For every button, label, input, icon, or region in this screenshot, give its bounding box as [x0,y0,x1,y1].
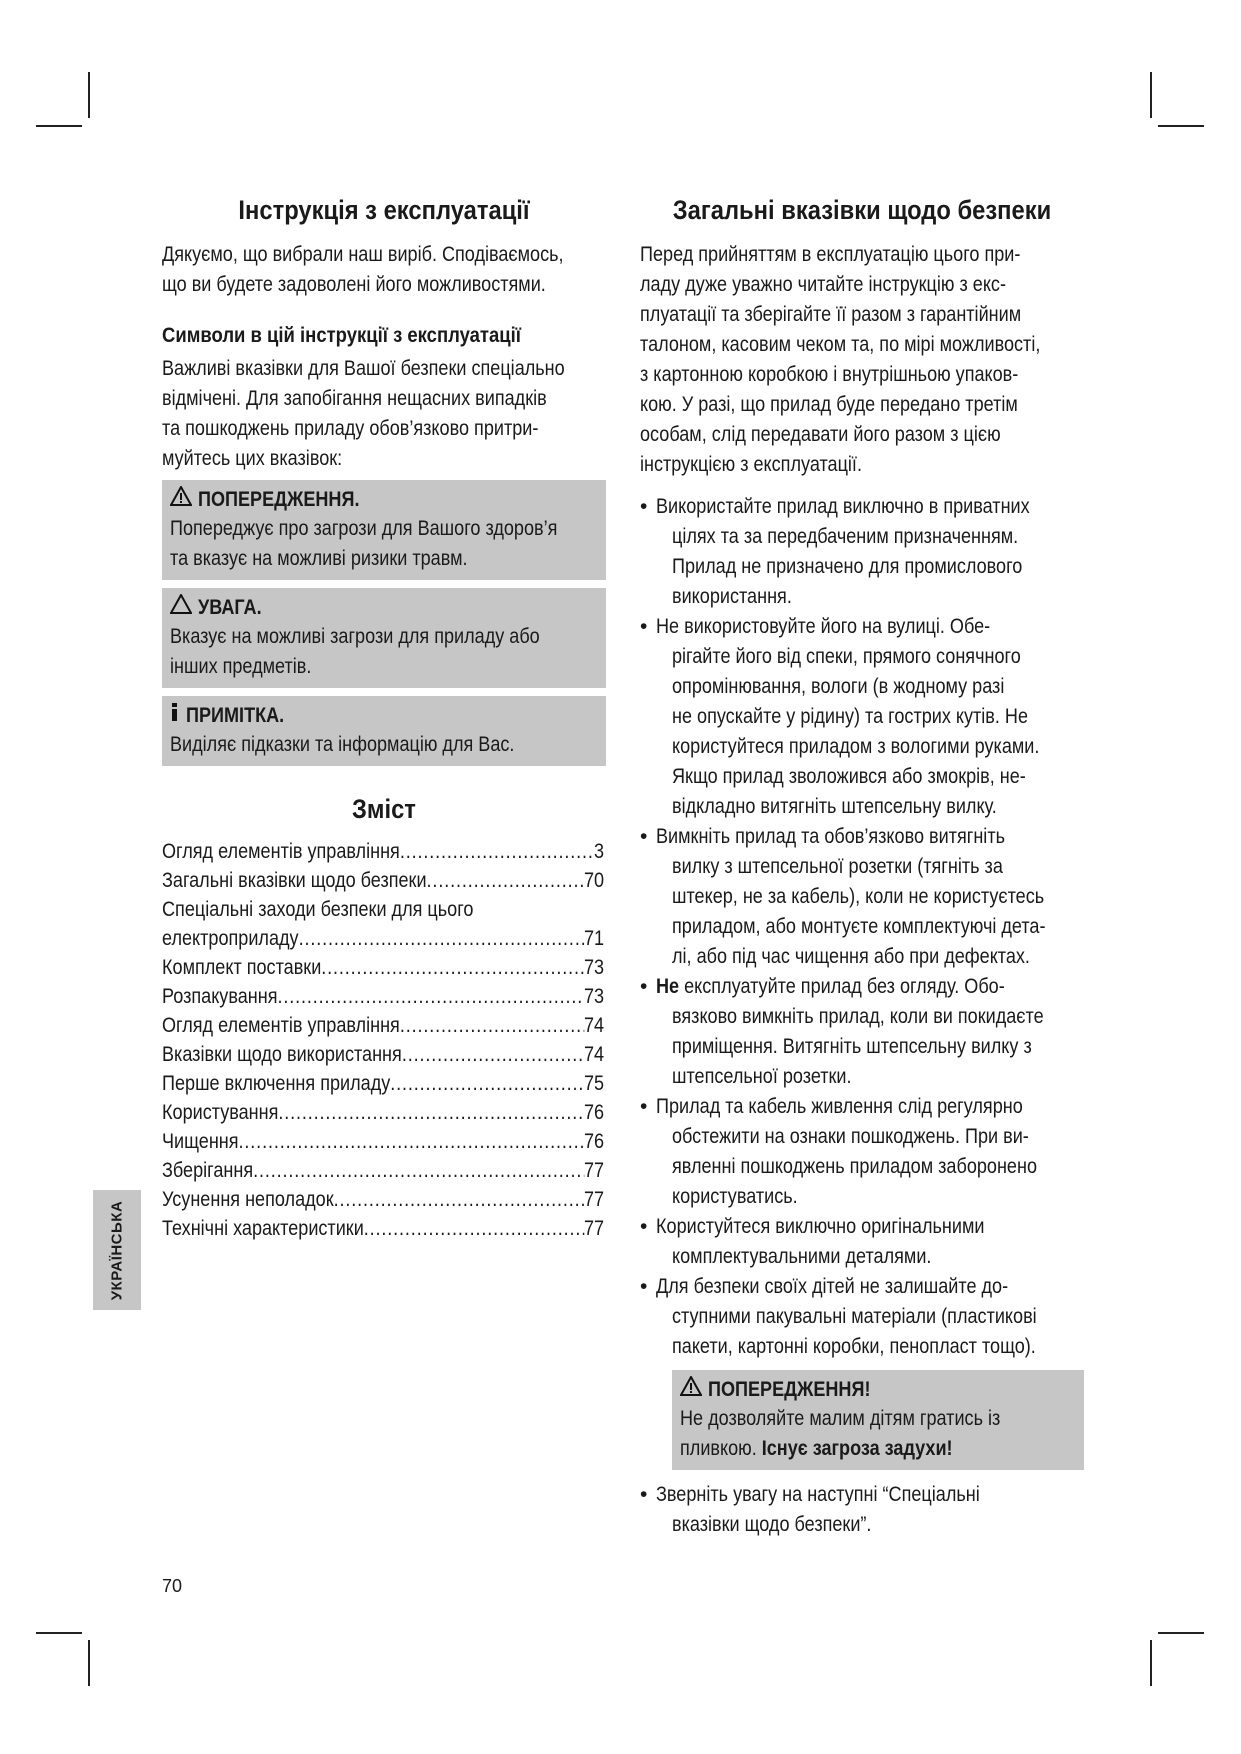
warning-text: Попереджує про загрози для Вашого здоров’я [170,517,558,540]
safety-bullet: • Не експлуатуйте прилад без огляду. Обо- вязково вимкніть прилад, коли ви покидаєте приміщення. Витягніть штепсельну вилку з штепсельної розетки. [640,972,1084,1092]
caution-box [162,588,606,688]
crop-mark [36,1632,82,1634]
language-tab: УКРАЇНСЬКА [93,1190,141,1310]
crop-mark [88,72,90,118]
toc-item[interactable]: Чищення ..... 76 [162,1127,604,1156]
safety-bullet: • Користуйтеся виключно оригінальними комплектувальними деталями. [640,1212,1084,1272]
symbols-text: Важливі вказівки для Вашої безпеки спеціально відмічені. Для запобігання нещасних випадків та пошкоджень приладу обов’язково притри- муйтесь цих вказівок: [162,357,565,470]
toc-title: Зміст [352,794,416,824]
caution-text: інших предметів. [170,655,312,678]
crop-mark [1150,1640,1152,1686]
caution-text: Вказує на можливі загрози для приладу або [170,625,540,648]
safety-bullet: • Зверніть увагу на наступні “Спеціальні вказівки щодо безпеки”. [640,1480,1084,1540]
crop-mark [1158,125,1204,127]
child-warning-box [672,1370,1084,1470]
left-column [162,195,606,1243]
warning-box [162,480,606,580]
safety-bullet: • Не використовуйте його на вулиці. Обе- рігайте його від спеки, прямого сонячного опромінювання, вологи (в жодному разі не опускайте у рідину) та гострих кутів. Не користуйтеся приладом з вологими руками. Якщо прилад зволожився або змокрів, не- відкладно витягніть штепсельну вилку. [640,612,1084,822]
toc-item[interactable]: Технічні характеристики ..... 77 [162,1214,604,1243]
symbols-heading: Символи в цій інструкції з експлуатації [162,324,521,347]
toc-item[interactable]: Огляд елементів управління ..... 3 [162,837,604,866]
crop-mark [36,125,82,127]
right-column [640,195,1084,1540]
toc-item[interactable]: Вказівки щодо використання ..... 74 [162,1040,604,1069]
toc-item[interactable]: Спеціальні заходи безпеки для цього [162,898,474,921]
child-warning-text: пливкою. Існує загроза задухи! [680,1437,953,1460]
toc-item[interactable]: Усунення неполадок ..... 77 [162,1185,604,1214]
page-number: 70 [162,1576,183,1596]
note-text: Виділяє підказки та інформацію для Вас. [170,733,515,756]
note-title: ПРИМІТКА. [186,704,285,727]
crop-mark [1150,72,1152,118]
toc-item[interactable]: Розпакування ..... 73 [162,982,604,1011]
toc-item[interactable]: Огляд елементів управління ..... 74 [162,1011,604,1040]
crop-mark [88,1640,90,1686]
safety-intro: Перед прийняттям в експлуатацію цього при- ладу дуже уважно читайте інструкцію з екс- плуатації та зберігайте її разом з гарантійним талоном, касовим чеком та, по мірі можливості, з картонною коробкою і внутрішньою упаков- кою. У разі, що прилад буде передано третім особам, слід передавати його разом з цією інструкцією з експлуатації. [640,243,1041,476]
warning-triangle-icon [680,1376,702,1404]
warning-triangle-icon [170,486,192,514]
toc-item[interactable]: Зберігання ..... 77 [162,1156,604,1185]
toc-item[interactable]: Користування ..... 76 [162,1098,604,1127]
note-box [162,696,606,766]
table-of-contents [162,837,604,1243]
safety-bullet: • Вимкніть прилад та обов’язково витягніть вилку з штепсельної розетки (тягніть за штекер, не за кабель), коли не користуєтесь приладом, або монтуєте комплектуючі дета- лі, або під час чищення або при дефектах. [640,822,1084,972]
info-icon [170,702,180,730]
child-warning-title: ПОПЕРЕДЖЕННЯ! [708,1378,871,1401]
child-warning-text: Не дозволяйте малим дітям гратись із [680,1407,1001,1430]
warning-text: та вказує на можливі ризики травм. [170,547,468,570]
toc-item[interactable]: Комплект поставки ..... 73 [162,953,604,982]
safety-bullet: • Прилад та кабель живлення слід регулярно обстежити на ознаки пошкоджень. При ви- явленні пошкоджень приладом заборонено користуватись. [640,1092,1084,1212]
intro-text: Дякуємо, що вибрали наш виріб. Сподіваємось, що ви будете задоволені його можливостями. [162,243,564,296]
warning-title: ПОПЕРЕДЖЕННЯ. [198,488,360,511]
toc-item[interactable]: Перше включення приладу ..... 75 [162,1069,604,1098]
toc-item[interactable]: електроприладу ..... 71 [162,924,604,953]
safety-bullet: • Використайте прилад виключно в приватних цілях та за передбаченим призначенням. Прилад не призначено для промислового використання. [640,492,1084,612]
page-title: Інструкція з експлуатації [238,195,530,225]
safety-bullet: • Для безпеки своїх дітей не залишайте до- ступними пакувальні матеріали (пластикові пакети, картонні коробки, пенопласт тощо). [640,1272,1084,1362]
safety-title: Загальні вказівки щодо безпеки [672,195,1052,225]
caution-title: УВАГА. [198,596,262,619]
toc-item[interactable]: Загальні вказівки щодо безпеки ..... 70 [162,866,604,895]
caution-triangle-icon [170,594,192,622]
crop-mark [1158,1632,1204,1634]
